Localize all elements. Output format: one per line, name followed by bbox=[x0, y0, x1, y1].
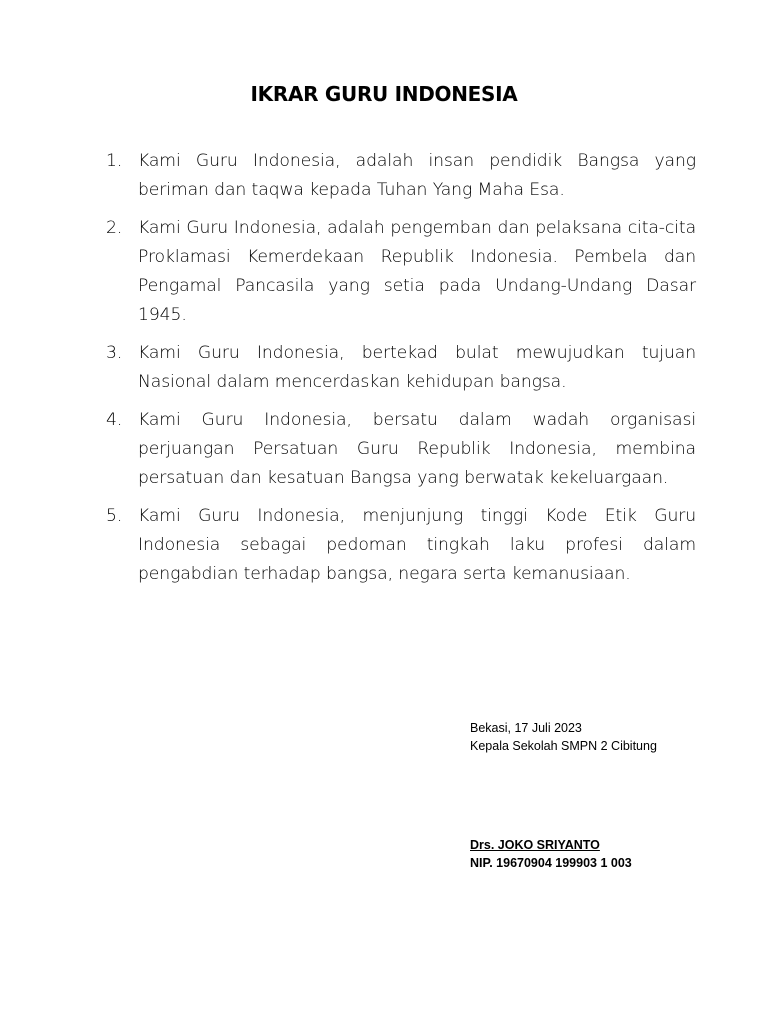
signature-place-date: Bekasi, 17 Juli 2023 bbox=[470, 721, 582, 735]
pledge-item-2 bbox=[106, 214, 696, 330]
pledge-text: Kami Guru Indonesia, adalah pengemban dan pelaksana cita-cita Proklamasi Kemerdekaan Republik Indonesia. Pembela dan Pengamal Pancasila yang setia pada Undang-Undang Dasar 1945. bbox=[138, 218, 696, 325]
pledge-number: 3. bbox=[106, 343, 123, 363]
pledge-item-4 bbox=[106, 406, 696, 493]
pledge-item-3 bbox=[106, 339, 696, 397]
pledge-text: Kami Guru Indonesia, adalah insan pendidik Bangsa yang beriman dan taqwa kepada Tuhan Yang Maha Esa. bbox=[138, 151, 696, 200]
pledge-text: Kami Guru Indonesia, bersatu dalam wadah organisasi perjuangan Persatuan Guru Republik Indonesia, membina persatuan dan kesatuan Bangsa yang berwatak kekeluargaan. bbox=[138, 410, 696, 488]
document-title: IKRAR GURU INDONESIA bbox=[250, 82, 518, 106]
pledge-list bbox=[106, 147, 696, 598]
pledge-number: 1. bbox=[106, 151, 123, 171]
pledge-text: Kami Guru Indonesia, menjunjung tinggi Kode Etik Guru Indonesia sebagai pedoman tingkah laku profesi dalam pengabdian terhadap bangsa, negara serta kemanusiaan. bbox=[138, 506, 696, 584]
pledge-item-1 bbox=[106, 147, 696, 205]
signatory-name: Drs. JOKO SRIYANTO bbox=[470, 838, 600, 852]
signature-block bbox=[470, 719, 657, 872]
pledge-number: 2. bbox=[106, 218, 123, 238]
signature-role: Kepala Sekolah SMPN 2 Cibitung bbox=[470, 739, 657, 753]
pledge-item-5 bbox=[106, 502, 696, 589]
pledge-text: Kami Guru Indonesia, bertekad bulat mewujudkan tujuan Nasional dalam mencerdaskan kehidupan bangsa. bbox=[138, 343, 696, 392]
pledge-number: 5. bbox=[106, 506, 123, 526]
signatory-nip: NIP. 19670904 199903 1 003 bbox=[470, 856, 632, 870]
pledge-number: 4. bbox=[106, 410, 123, 430]
